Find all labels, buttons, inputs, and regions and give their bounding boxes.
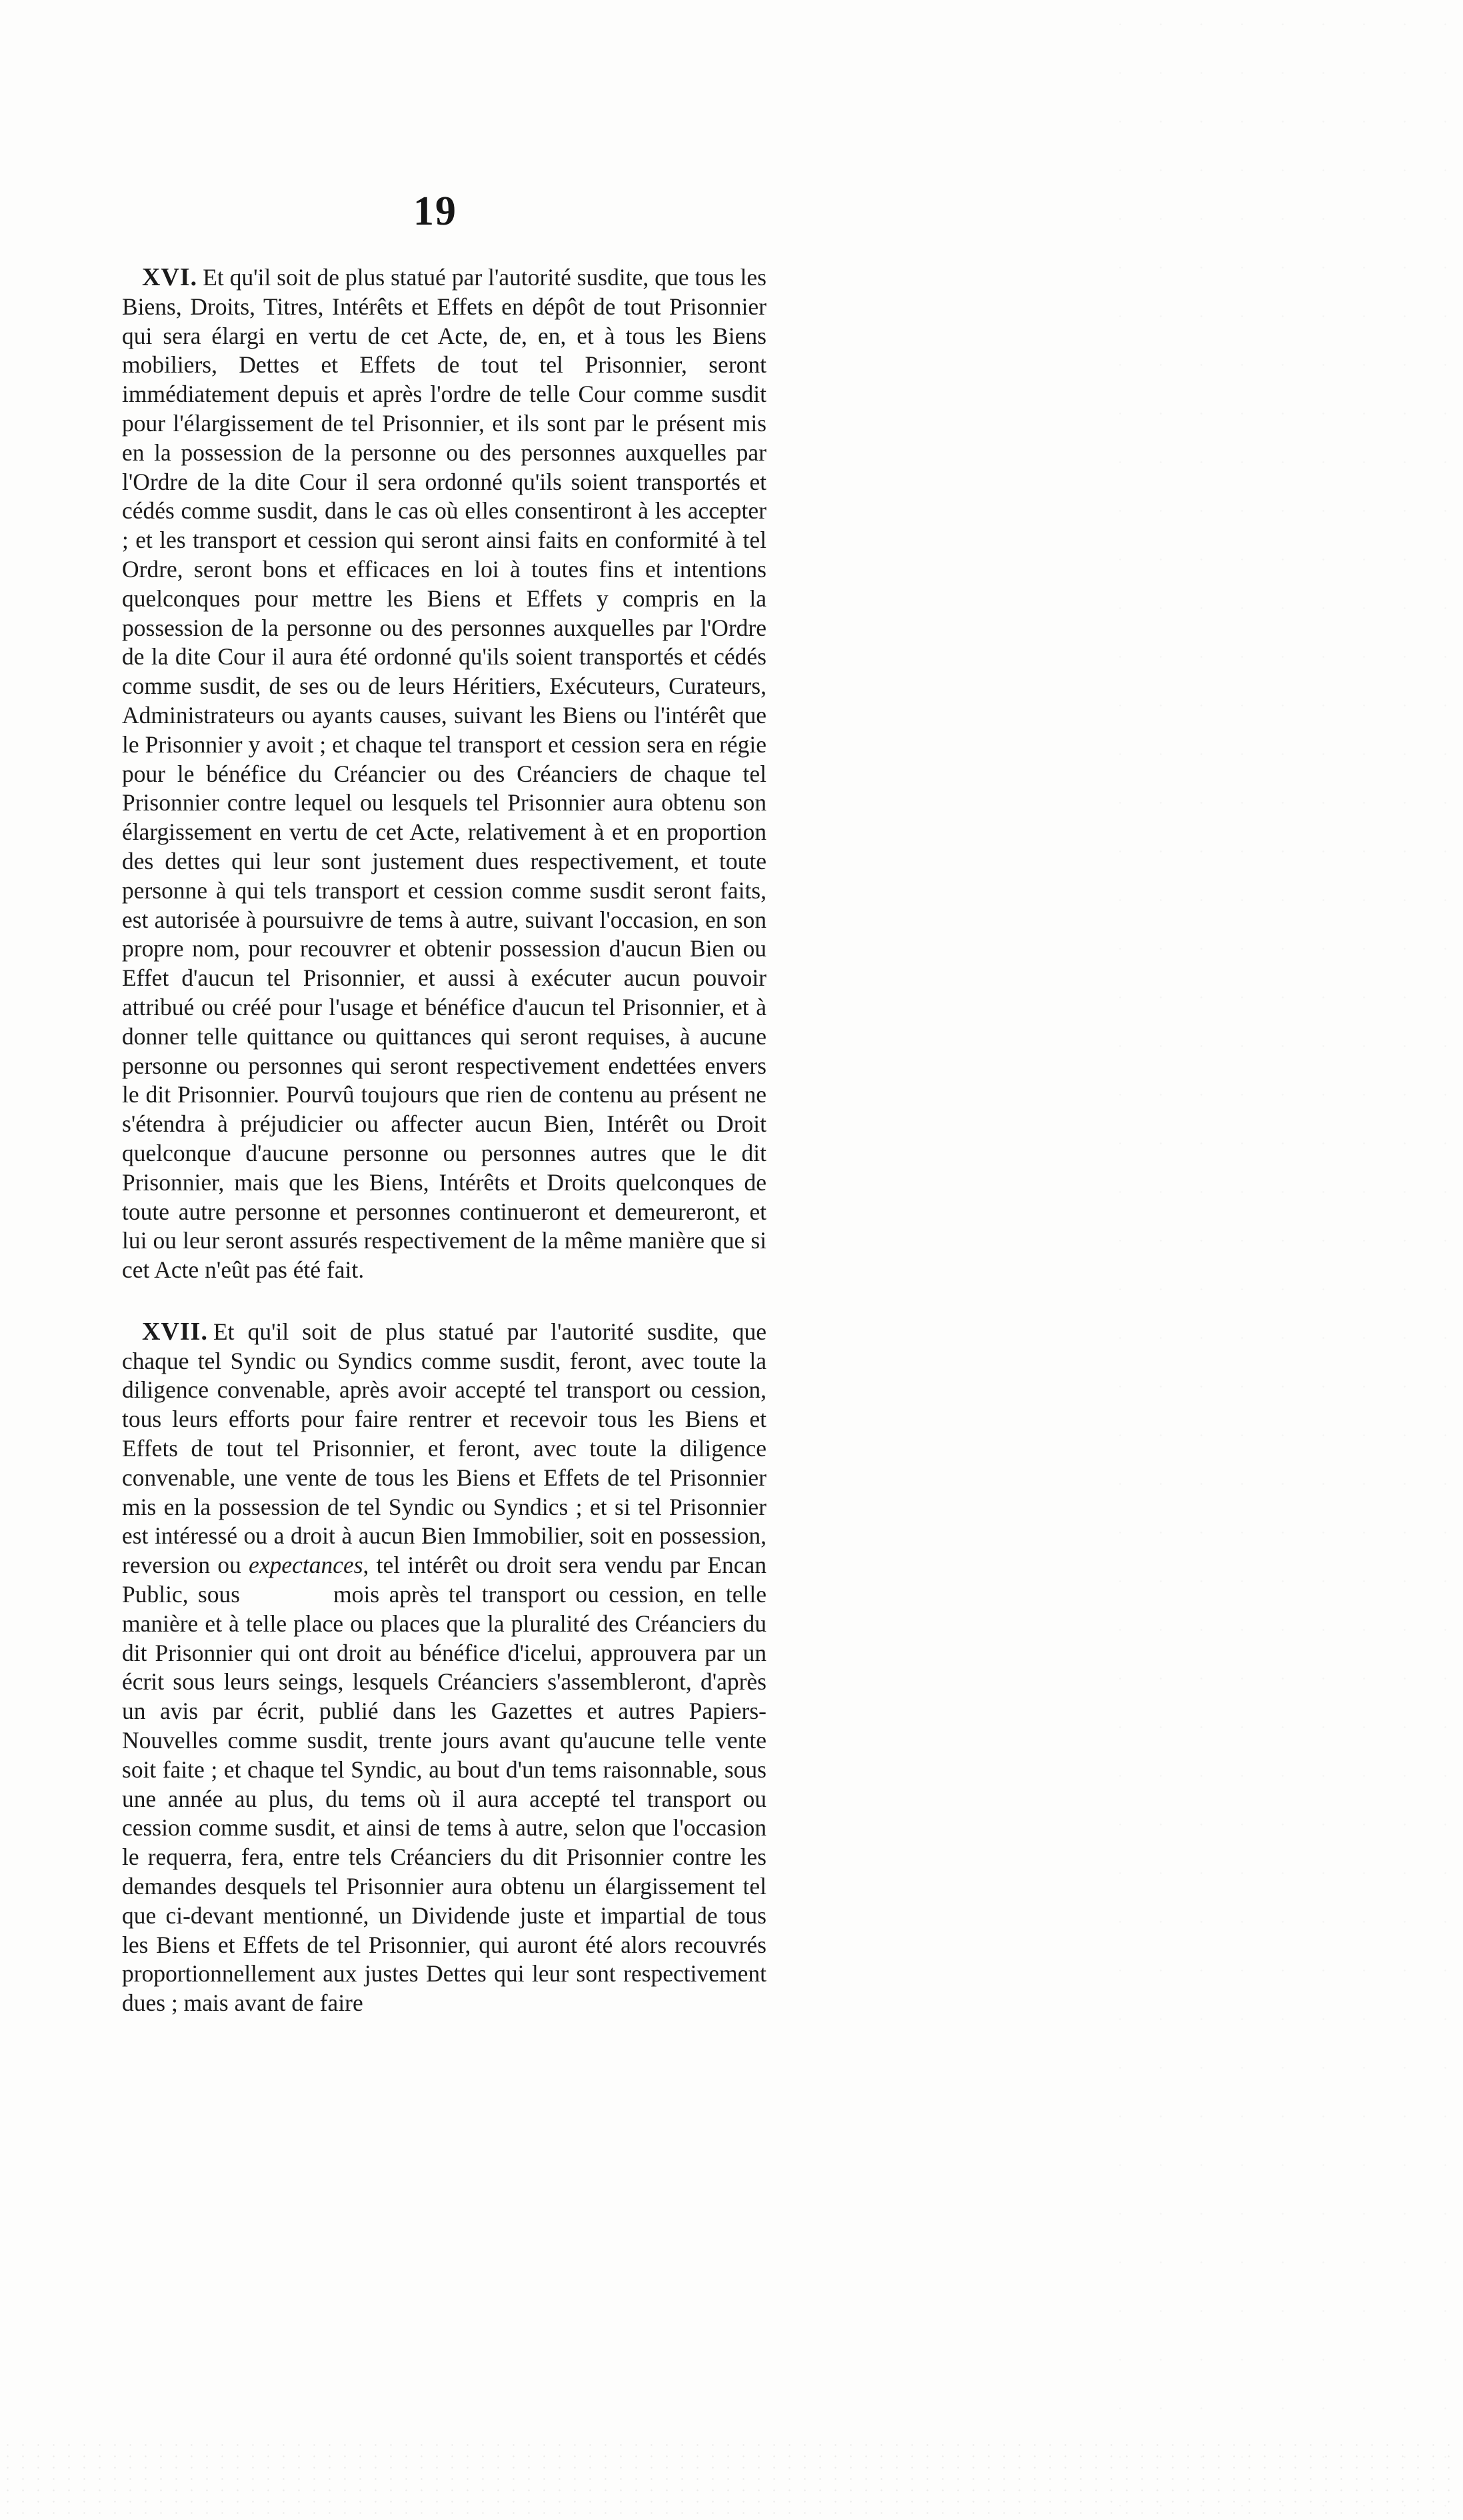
scan-speckle-bottom <box>0 2439 1463 2520</box>
scan-speckle-right <box>1100 0 1463 2520</box>
article-text-part-3: mois après tel transport ou cession, en telle manière et à telle place ou places que la pluralité des Créanciers du dit Prisonnier qui ont droit au bénéfice d'icelui, approuvera par un écrit sous leurs seings, lesquels Créanciers s'assembleront, d'après un avis par écrit, publié dans les Gazettes et autres Papiers-Nouvelles comme susdit, trente jours avant qu'aucune telle vente soit faite ; et chaque tel Syndic, au bout d'un tems raisonnable, sous une année au plus, du tems où il aura accepté tel transport ou cession comme susdit, et ainsi de tems à autre, selon que l'occasion le requerra, fera, entre tels Créanciers du dit Prisonnier contre les demandes desquels tel Prisonnier aura obtenu un élargissement tel que ci-devant mentionné, un Dividende juste et impartial de tous les Biens et Effets de tel Prisonnier, qui auront été alors recouvrés proportionnellement aux justes Dettes qui leur sont respectivement dues ; mais avant de faire <box>122 1581 767 2017</box>
text-column <box>122 263 766 2018</box>
article-xvi <box>122 263 766 1285</box>
article-text-italic: expectances <box>249 1552 363 1579</box>
article-text-part-2: , tel intérêt ou droit sera vendu par Encan Public, sous <box>122 1552 766 1608</box>
article-text: Et qu'il soit de plus statué par l'autorité susdite, que tous les Biens, Droits, Titres, Intérêts et Effets en dépôt de tout Prisonnier qui sera élargi en vertu de cet Acte, de, en, et à tous les Biens mobiliers, Dettes et Effets de tout tel Prisonnier, seront immédiatement depuis et après l'ordre de telle Cour comme susdit pour l'élargissement de tel Prisonnier, et ils sont par le présent mis en la possession de la personne ou des personnes auxquelles par l'Ordre de la dite Cour il sera ordonné qu'ils soient transportés et cédés comme susdit, dans le cas où elles consentiront à les accepter ; et les transport et cession qui seront ainsi faits en conformité à tel Ordre, seront bons et efficaces en loi à toutes fins et intentions quelconques pour mettre les Biens et Effets y compris en la possession de la personne ou des personnes auxquelles par l'Ordre de la dite Cour il aura été ordonné qu'ils soient transportés et cédés comme susdit, de ses ou de leurs Héritiers, Exécuteurs, Curateurs, Administrateurs ou ayants causes, suivant les Biens ou l'intérêt que le Prisonnier y avoit ; et chaque tel transport et cession sera en régie pour le bénéfice du Créancier ou des Créanciers de chaque tel Prisonnier contre lequel ou lesquels tel Prisonnier aura obtenu son élargissement en vertu de cet Acte, relativement à et en proportion des dettes qui leur sont justement dues respectivement, et toute personne à qui tels transport et cession comme susdit seront faits, est autorisée à poursuivre de tems à autre, suivant l'occasion, en son propre nom, pour recouvrer et obtenir possession d'aucun Bien ou Effet d'aucun tel Prisonnier, et aussi à exécuter aucun pouvoir attribué ou créé pour l'usage et bénéfice d'aucun tel Prisonnier, et à donner telle quittance ou quittances qui seront requises, à aucune personne ou personnes qui seront respectivement endettées envers le dit Prisonnier. Pourvû toujours que rien de contenu au présent ne s'étendra à préjudicier ou affecter aucun Bien, Intérêt ou Droit quelconque d'aucune personne ou personnes autres que le dit Prisonnier, mais que les Biens, Intérêts et Droits quelconques de toute autre personne et personnes continueront et demeureront, et lui ou leur seront assurés respectivement de la même manière que si cet Acte n'eût pas été fait. <box>122 264 766 1284</box>
article-number: XVII. <box>142 1317 208 1346</box>
page-number: 19 <box>413 189 457 234</box>
article-number: XVI. <box>142 263 198 291</box>
article-xvii <box>122 1318 766 2018</box>
article-text-part-1: Et qu'il soit de plus statué par l'autorité susdite, que chaque tel Syndic ou Syndics comme susdit, feront, avec toute la diligence convenable, après avoir accepté tel transport ou cession, tous leurs efforts pour faire rentrer et recevoir tous les Biens et Effets de tout tel Prisonnier, et feront, avec toute la diligence convenable, une vente de tous les Biens et Effets de tel Prisonnier mis en la possession de tel Syndic ou Syndics ; et si tel Prisonnier est intéressé ou a droit à aucun Bien Immobilier, soit en possession, reversion ou <box>122 1318 766 1579</box>
